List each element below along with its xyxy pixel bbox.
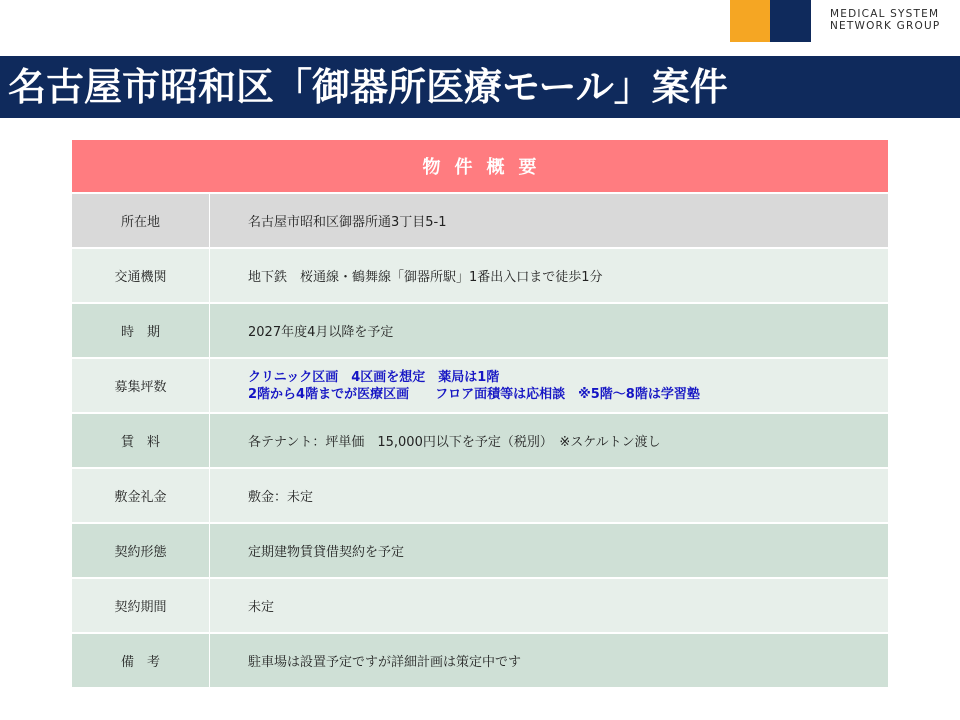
table-row xyxy=(72,523,888,578)
table-row xyxy=(72,578,888,633)
row-value: 2027年度4月以降を予定 xyxy=(210,303,889,358)
company-logo xyxy=(730,0,811,42)
logo-text-line1: MEDICAL SYSTEM xyxy=(830,8,940,20)
table-row xyxy=(72,468,888,523)
row-value: 各テナント：坪単価 15,000円以下を予定（税別） ※スケルトン渡し xyxy=(210,413,889,468)
row-value: 駐車場は設置予定ですが詳細計画は策定中です xyxy=(210,633,889,687)
logo-orange-square xyxy=(730,0,770,42)
logo-text-line2: NETWORK GROUP xyxy=(830,20,941,32)
row-label: 時 期 xyxy=(72,303,210,358)
row-value-line: クリニック区画 4区画を想定 薬局は1階 xyxy=(248,369,500,385)
logo-text xyxy=(830,8,940,32)
row-label: 所在地 xyxy=(72,193,210,248)
row-label: 契約期間 xyxy=(72,578,210,633)
row-label: 備 考 xyxy=(72,633,210,687)
table-row xyxy=(72,358,888,413)
logo-navy-square xyxy=(770,0,811,42)
table-row xyxy=(72,413,888,468)
row-value: 定期建物賃貸借契約を予定 xyxy=(210,523,889,578)
row-label: 賃 料 xyxy=(72,413,210,468)
table-row xyxy=(72,248,888,303)
property-summary-table xyxy=(72,140,888,687)
row-value-line: 2階から4階までが医療区画 フロア面積等は応相談 ※5階～8階は学習塾 xyxy=(248,386,700,402)
page-title: 名古屋市昭和区「御器所医療モール」案件 xyxy=(8,65,728,109)
table-row xyxy=(72,303,888,358)
row-label: 敷金礼金 xyxy=(72,468,210,523)
table-header: 物件概要 xyxy=(72,140,888,193)
table-row xyxy=(72,633,888,687)
row-value: 敷金：未定 xyxy=(210,468,889,523)
row-value-multiline xyxy=(210,358,889,413)
row-label: 契約形態 xyxy=(72,523,210,578)
table-row xyxy=(72,193,888,248)
table-header-row xyxy=(72,140,888,193)
row-label: 募集坪数 xyxy=(72,358,210,413)
row-value: 地下鉄 桜通線・鶴舞線「御器所駅」1番出入口まで徒歩1分 xyxy=(210,248,889,303)
row-value: 未定 xyxy=(210,578,889,633)
row-label: 交通機関 xyxy=(72,248,210,303)
row-value: 名古屋市昭和区御器所通3丁目5-1 xyxy=(210,193,889,248)
